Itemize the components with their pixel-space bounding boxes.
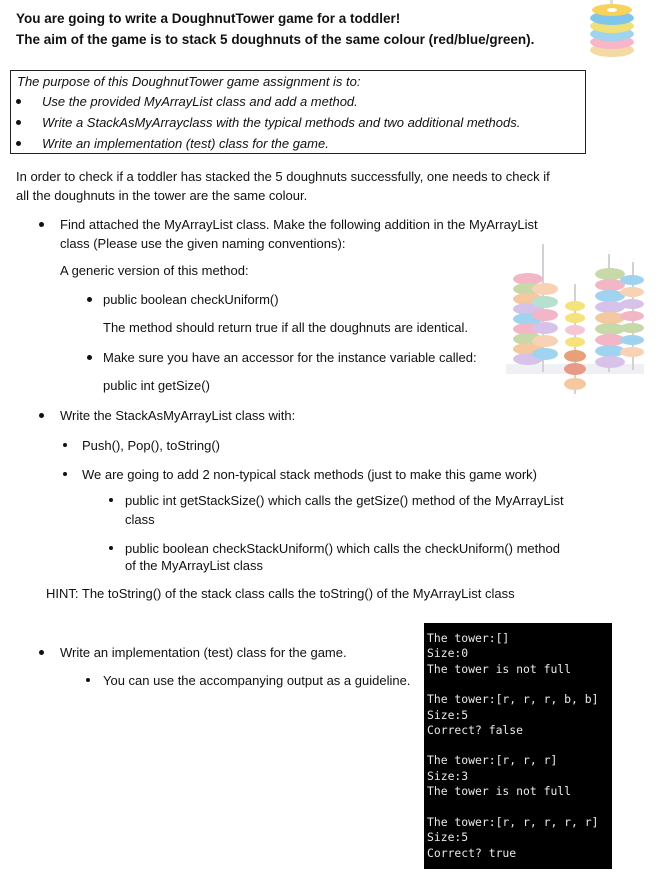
terminal-line: Size:3 [427,769,469,783]
purpose-item-3: Write an implementation (test) class for the game. [42,136,329,151]
bullet-icon [39,222,44,227]
section2-heading: Write the StackAsMyArrayList class with: [60,408,296,423]
title-line-1: You are going to write a DoughnutTower game for a toddler! [16,11,401,26]
terminal-line: The tower:[r, r, r] [427,753,558,767]
bullet-icon [39,650,44,655]
intro-line-2: all the doughnuts in the tower are the same colour. [16,188,308,203]
bullet-icon [87,297,92,302]
bullet-icon [63,443,67,447]
generic-label: A generic version of this method: [60,263,249,278]
bullet-icon [16,120,21,125]
terminal-line: The tower:[] [427,631,510,645]
terminal-line: Correct? true [427,846,517,860]
accessor-note: Make sure you have an accessor for the instance variable called: [103,350,477,365]
section1-line-1: Find attached the MyArrayList class. Make the following addition in the MyArrayList [60,217,538,232]
section2-item-2: We are going to add 2 non-typical stack methods (just to make this game work) [82,467,537,482]
bullet-icon [109,498,113,502]
purpose-item-1: Use the provided MyArrayList class and add a method. [42,94,358,109]
section1-line-2: class (Please use the given naming conventions): [60,236,346,251]
bullet-icon [39,413,44,418]
section3-heading: Write an implementation (test) class for the game. [60,645,347,660]
terminal-line: The tower is not full [427,784,572,798]
terminal-output [424,623,612,869]
bullet-icon [16,141,21,146]
terminal-line: Correct? false [427,723,524,737]
hint-text: HINT: The toString() of the stack class calls the toString() of the MyArrayList class [46,586,515,601]
intro-line-1: In order to check if a toddler has stacked the 5 doughnuts successfully, one needs to check if [16,169,550,184]
terminal-line: Size:5 [427,830,469,844]
bullet-icon [63,472,67,476]
terminal-line: Size:0 [427,646,469,660]
terminal-line: The tower:[r, r, r, b, b] [427,692,599,706]
terminal-line: The tower:[r, r, r, r, r] [427,815,599,829]
get-stack-size-line-2: class [125,512,155,527]
doughnut-towers-icon [498,244,653,404]
check-stack-uniform-line-2: of the MyArrayList class [125,558,263,573]
method-check-uniform: public boolean checkUniform() [103,292,279,307]
bullet-icon [16,99,21,104]
method-description: The method should return true if all the doughnuts are identical. [103,320,468,335]
bullet-icon [86,678,90,682]
bullet-icon [109,546,113,550]
purpose-box [10,70,586,154]
purpose-heading: The purpose of this DoughnutTower game assignment is to: [17,74,361,89]
title-line-2: The aim of the game is to stack 5 doughnuts of the same colour (red/blue/green). [16,32,535,47]
section3-sub: You can use the accompanying output as a guideline. [103,673,411,688]
check-stack-uniform-line-1: public boolean checkStackUniform() which calls the checkUniform() method [125,541,560,556]
get-stack-size-line-1: public int getStackSize() which calls the getSize() method of the MyArrayList [125,493,564,508]
bullet-icon [87,355,92,360]
section2-item-1: Push(), Pop(), toString() [82,438,220,453]
terminal-line: The tower is not full [427,662,572,676]
purpose-item-2: Write a StackAsMyArrayclass with the typical methods and two additional methods. [42,115,521,130]
terminal-line: Size:5 [427,708,469,722]
accessor-signature: public int getSize() [103,378,210,393]
doughnut-stack-icon [586,0,638,58]
